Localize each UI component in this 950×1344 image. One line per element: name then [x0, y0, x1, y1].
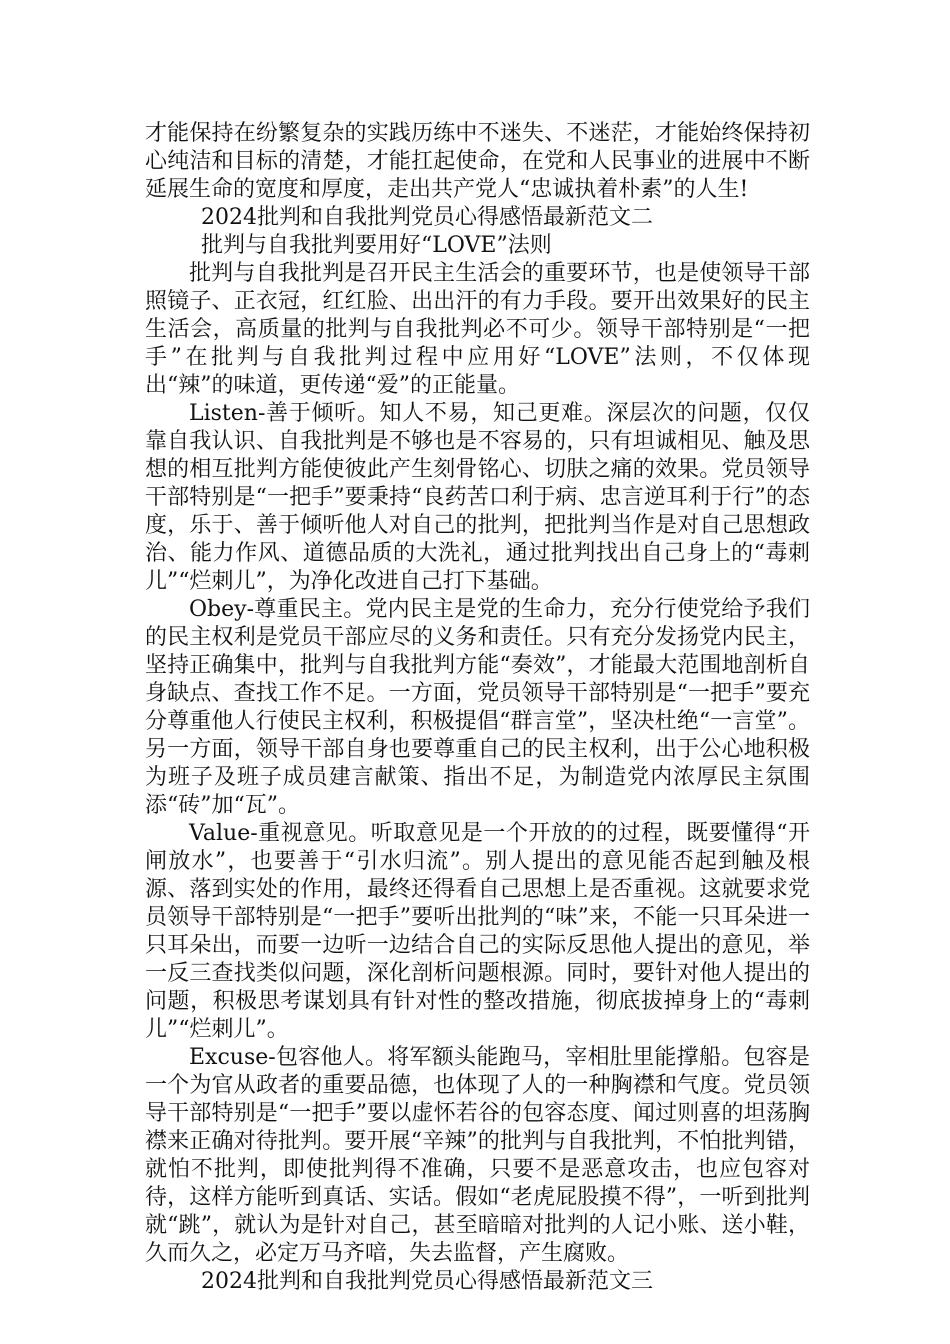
document-page	[145, 120, 810, 1296]
paragraph-obey: Obey-尊重民主。党内民主是党的生命力，充分行使党给予我们的民主权利是党员干部应尽的义务和责任。只有充分发扬党内民主，坚持正确集中，批判与自我批判方能“奏效”，才能最大范围地剖析自身缺点、查找工作不足。一方面，党员领导干部特别是“一把手”要充分尊重他人行使民主权利，积极提倡“群言堂”，坚决杜绝“一言堂”。另一方面，领导干部自身也要尊重自己的民主权利，出于公心地积极为班子及班子成员建言献策、指出不足，为制造党内浓厚民主氛围添“砖”加“瓦”。	[145, 597, 810, 818]
paragraph-listen: Listen-善于倾听。知人不易，知己更难。深层次的问题，仅仅靠自我认识、自我批判是不够也是不容易的，只有坦诚相见、触及思想的相互批判方能使彼此产生刻骨铭心、切肤之痛的效果。党员领导干部特别是“一把手”要秉持“良药苦口利于病、忠言逆耳利于行”的态度，乐于、善于倾听他人对自己的批判，把批判当作是对自己思想政治、能力作风、道德品质的大洗礼，通过批判找出自己身上的“毒刺儿”“烂刺儿”，为净化改进自己打下基础。	[145, 401, 810, 594]
article-title-love-rule: 批判与自我批判要用好“LOVE”法则	[201, 233, 552, 258]
paragraph-intro: 批判与自我批判是召开民主生活会的重要环节，也是使领导干部照镜子、正衣冠，红红脸、出出汗的有力手段。要开出效果好的民主生活会，高质量的批判与自我批判必不可少。领导干部特别是“一把手”在批判与自我批判过程中应用好“LOVE”法则，不仅体现出“辣”的味道，更传递“爱”的正能量。	[145, 261, 810, 398]
section-heading-2: 2024批判和自我批判党员心得感悟最新范文二	[201, 205, 653, 230]
paragraph-excuse: Excuse-包容他人。将军额头能跑马，宰相肚里能撑船。包容是一个为官从政者的重要品德，也体现了人的一种胸襟和气度。党员领导干部特别是“一把手”要以虚怀若谷的包容态度、闻过则喜的坦荡胸襟来正确对待批判。要开展“辛辣”的批判与自我批判，不怕批判错，就怕不批判，即使批判得不准确，只要不是恶意攻击，也应包容对待，这样方能听到真话、实话。假如“老虎屁股摸不得”，一听到批判就“跳”，就认为是针对自己，甚至暗暗对批判的人记小账、送小鞋，久而久之，必定万马齐喑，失去监督，产生腐败。	[145, 1045, 810, 1266]
paragraph-continuation: 才能保持在纷繁复杂的实践历练中不迷失、不迷茫，才能始终保持初心纯洁和目标的清楚，才能扛起使命，在党和人民事业的进展中不断延展生命的宽度和厚度，走出共产党人“忠诚执着朴素”的人生!	[145, 121, 810, 202]
paragraph-value: Value-重视意见。听取意见是一个开放的的过程，既要懂得“开闸放水”，也要善于“引水归流”。别人提出的意见能否起到触及根源、落到实处的作用，最终还得看自己思想上是否重视。这就要求党员领导干部特别是“一把手”要听出批判的“味”来，不能一只耳朵进一只耳朵出，而要一边听一边结合自己的实际反思他人提出的意见，举一反三查找类似问题，深化剖析问题根源。同时，要针对他人提出的问题，积极思考谋划具有针对性的整改措施，彻底拔掉身上的“毒刺儿”“烂刺儿”。	[145, 821, 810, 1042]
section-heading-3: 2024批判和自我批判党员心得感悟最新范文三	[201, 1269, 653, 1294]
